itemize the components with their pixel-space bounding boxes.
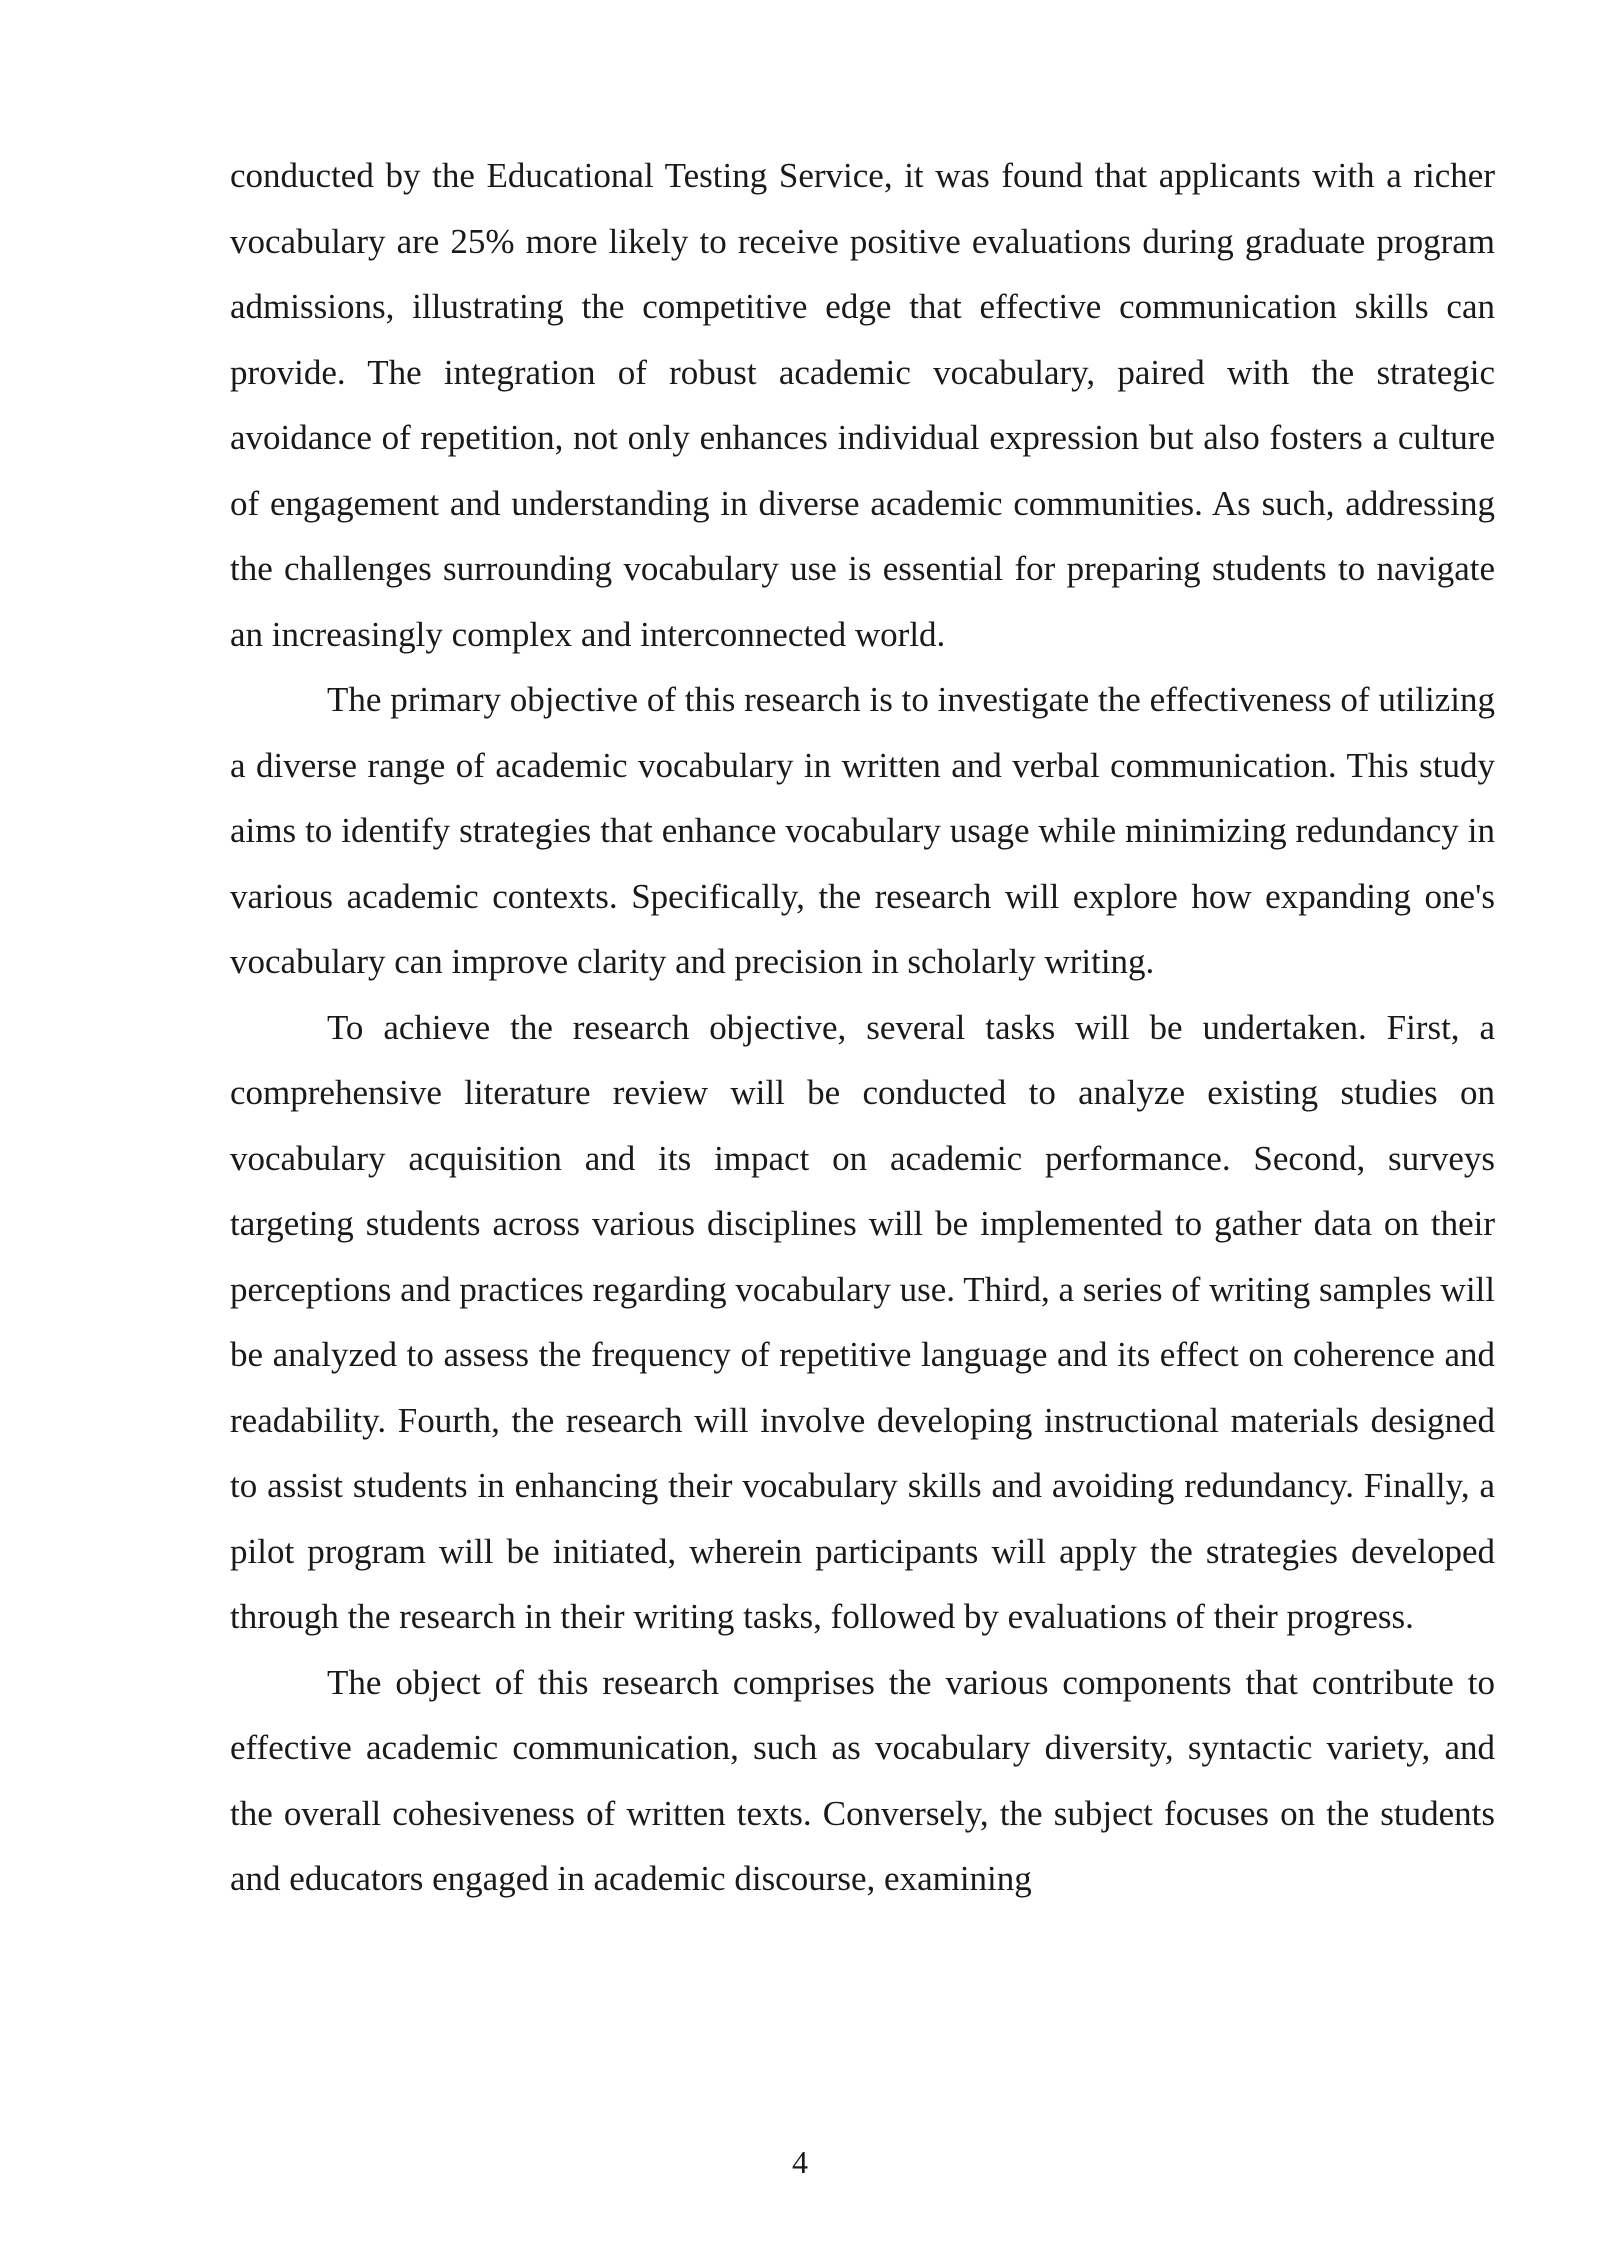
paragraph-continuation: conducted by the Educational Testing Service, it was found that applicants with a richer vocabulary are 25% more likely to receive positive evaluations during graduate program admissions, illustrating the competitive edge that effective communication skills can provide. The integration of robust academic vocabulary, paired with the strategic avoidance of repetition, not only enhances individual expression but also fosters a culture of engagement and understanding in diverse academic communities. As such, addressing the challenges surrounding vocabulary use is essential for preparing students to navigate an increasingly complex and interconnected world.: [230, 156, 1495, 654]
paragraph-objective: The primary objective of this research is to investigate the effectiveness of utilizing a diverse range of academic vocabulary in written and verbal communication. This study aims to identify strategies that enhance vocabulary usage while minimizing redundancy in various academic contexts. Specifically, the research will explore how expanding one's vocabulary can improve clarity and precision in scholarly writing.: [230, 680, 1495, 981]
body-text: [230, 143, 1495, 1912]
paragraph-object-subject: The object of this research comprises the various components that contribute to effective academic communication, such as vocabulary diversity, syntactic variety, and the overall cohesiveness of written texts. Conversely, the subject focuses on the students and educators engaged in academic discourse, examining: [230, 1662, 1495, 1898]
paragraph-tasks: To achieve the research objective, several tasks will be undertaken. First, a comprehensive literature review will be conducted to analyze existing studies on vocabulary acquisition and its impact on academic performance. Second, surveys targeting students across various disciplines will be implemented to gather data on their perceptions and practices regarding vocabulary use. Third, a series of writing samples will be analyzed to assess the frequency of repetitive language and its effect on coherence and readability. Fourth, the research will involve developing instructional materials designed to assist students in enhancing their vocabulary skills and avoiding redundancy. Finally, a pilot program will be initiated, wherein participants will apply the strategies developed through the research in their writing tasks, followed by evaluations of their progress.: [230, 1007, 1495, 1636]
page-number: 4: [792, 2144, 808, 2180]
